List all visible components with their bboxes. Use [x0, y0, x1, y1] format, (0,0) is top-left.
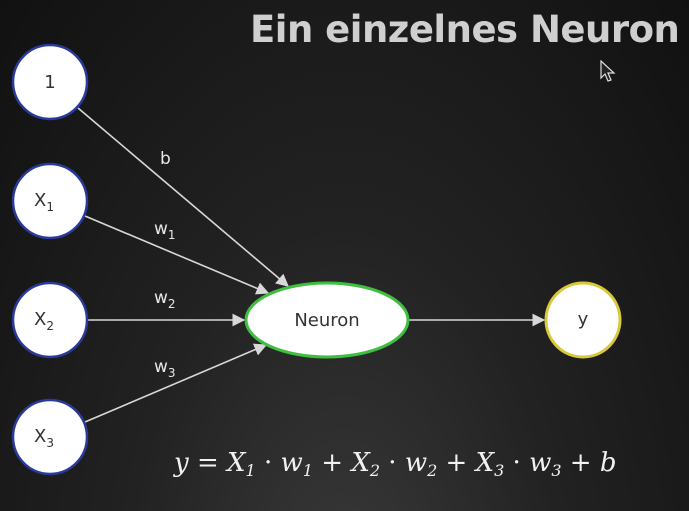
- node-neuron: [246, 283, 408, 357]
- edge-label-bias: b: [160, 149, 171, 169]
- node-x3-label: $X_3$: [34, 426, 54, 450]
- node-bias-label: 1: [44, 72, 56, 93]
- formula: y = X1 · w1 + X2 · w2 + X3 · w3 + b: [174, 448, 617, 480]
- node-x2-label: $X_2$: [34, 309, 54, 333]
- node-output-label: y: [577, 309, 589, 330]
- edge-label-w1: $w_1$: [154, 219, 176, 242]
- node-x2: [13, 283, 87, 357]
- node-x3: [13, 400, 87, 474]
- edge-w3: [85, 345, 266, 422]
- edge-label-w2: $w_2$: [154, 288, 176, 311]
- node-neuron-label: Neuron: [294, 310, 360, 331]
- slide-title: Ein einzelnes Neuron: [250, 8, 680, 51]
- node-x1-label: $X_1$: [34, 190, 54, 214]
- edge-w1: [85, 216, 268, 293]
- node-x1: [13, 164, 87, 238]
- edge-label-w3: $w_3$: [154, 357, 176, 380]
- node-output: [546, 283, 620, 357]
- edge-bias: [78, 108, 288, 286]
- node-bias: [13, 45, 87, 119]
- mouse-cursor-icon: [600, 60, 616, 84]
